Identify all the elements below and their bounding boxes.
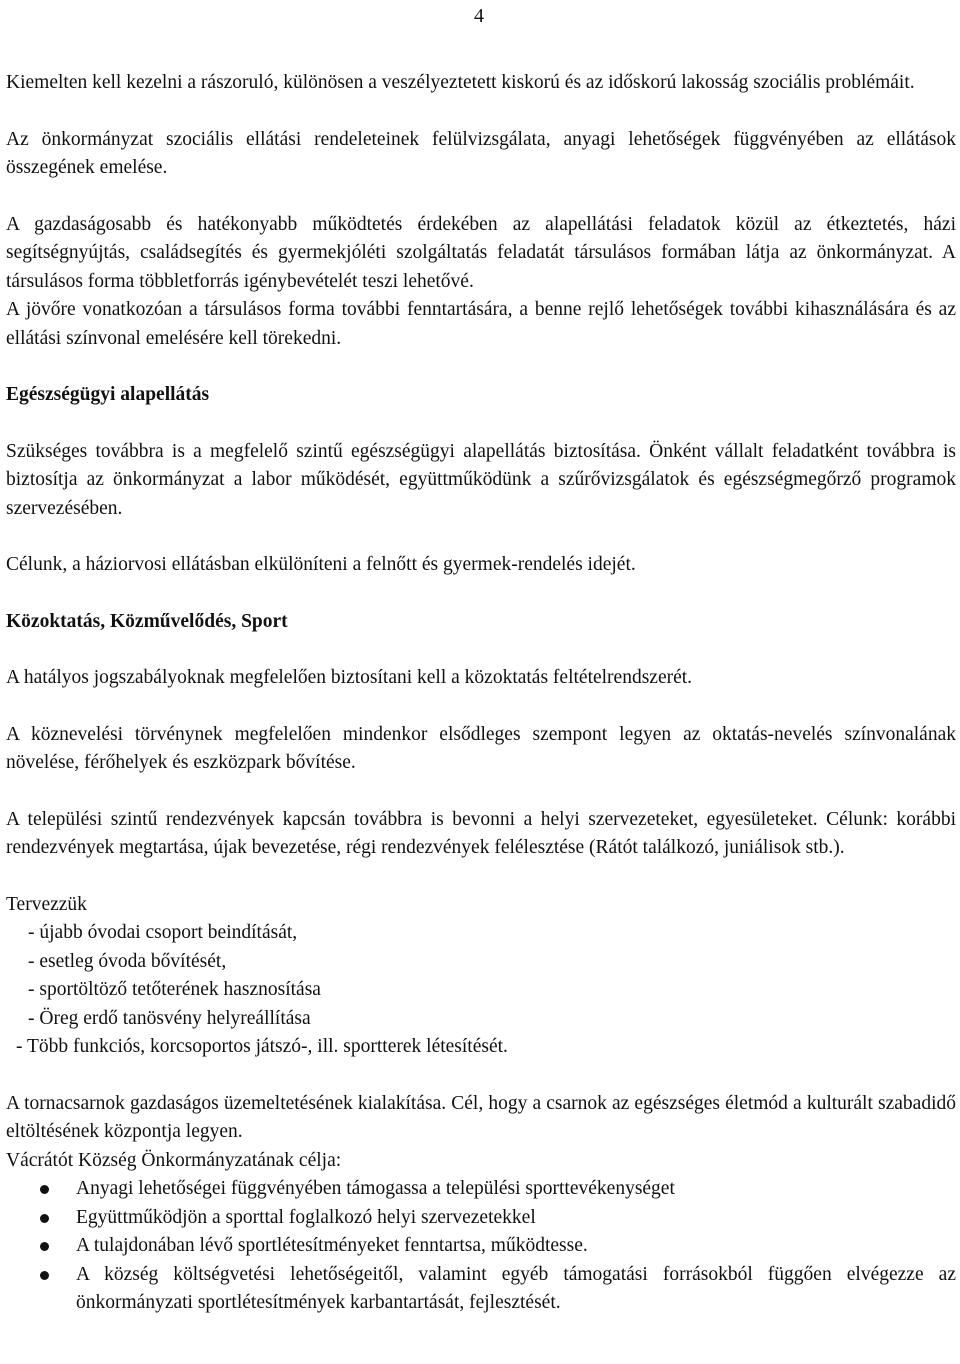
document-body — [6, 69, 956, 1318]
bullet-item: A tulajdonában lévő sportlétesítményeket fenntartsa, működtesse. — [6, 1232, 956, 1261]
bullet-item: A község költségvetési lehetőségeitől, valamint egyéb támogatási forrásokból függően elvégezze az önkormányzati sportlétesítmények karbantartását, fejlesztését. — [6, 1261, 956, 1318]
paragraph-sports-hall: A tornacsarnok gazdaságos üzemeltetésének kialakítása. Cél, hogy a csarnok az egészséges életmód a kulturált szabadidő eltöltésének központja legyen. — [6, 1092, 956, 1142]
paragraph-education-legal: A hatályos jogszabályoknak megfelelően biztosítani kell a közoktatás feltételrendszerét. — [6, 667, 693, 688]
paragraph-future-association: A jövőre vonatkozóan a társulásos forma további fenntartására, a benne rejlő lehetőségek további kihasználására és az ellátási színvonal emelésére kell törekedni. — [6, 299, 956, 349]
goals-bullet-list — [6, 1175, 956, 1318]
heading-health-care: Egészségügyi alapellátás — [6, 384, 210, 405]
paragraph-social-regulations: Az önkormányzat szociális ellátási rendeleteinek felülvizsgálata, anyagi lehetőségek függvényében az ellátások összegének emelése. — [6, 128, 956, 178]
paragraph-association-operation: A gazdaságosabb és hatékonyabb működtetés érdekében az alapellátási feladatok közül az étkeztetés, házi segítségnyújtás, családsegítés és gyermekjóléti szolgáltatás feladatát társulásos formában látja az önkormányzat. A társulásos forma többletforrás igénybevételét teszi lehetővé. — [6, 213, 956, 292]
list-item: - esetleg óvoda bővítését, — [28, 950, 227, 972]
list-item: - Több funkciós, korcsoportos játszó-, ill. sportterek létesítését. — [16, 1036, 508, 1057]
bullet-item: Anyagi lehetőségei függvényében támogassa a települési sporttevékenységet — [6, 1175, 956, 1204]
plans-list — [6, 919, 956, 1062]
list-item: - sportöltöző tetőterének hasznosítása — [28, 979, 321, 1000]
list-item: - újabb óvodai csoport beindítását, — [28, 922, 298, 943]
paragraph-plans-intro: Tervezzük — [6, 893, 87, 915]
paragraph-local-events: A települési szintű rendezvények kapcsán továbbra is bevonni a helyi szervezeteket, egyesületeket. Célunk: korábbi rendezvények megtartása, újak bevezetése, régi rendezvények felélesztése (Rátót találkozó, juniálisok stb.). — [6, 808, 956, 858]
heading-education-culture-sport: Közoktatás, Közművelődés, Sport — [6, 610, 288, 632]
list-item: - Öreg erdő tanösvény helyreállítása — [28, 1007, 311, 1029]
paragraph-gp-hours: Célunk, a háziorvosi ellátásban elkülöníteni a felnőtt és gyermek-rendelés idejét. — [6, 554, 636, 575]
paragraph-education-quality: A köznevelési törvénynek megfelelően mindenkor elsődleges szempont legyen az oktatás-nevelés színvonalának növelése, férőhelyek és eszközpark bővítése. — [6, 723, 956, 773]
paragraph-health-services: Szükséges továbbra is a megfelelő szintű egészségügyi alapellátás biztosítása. Önként vállalt feladatként továbbra is biztosítja az önkormányzat a labor működését, együttműködünk a szűrővizsgálatok és egészségmegőrző programok szervezésében. — [6, 440, 956, 519]
paragraph-social-problems: Kiemelten kell kezelni a rászoruló, különösen a veszélyeztetett kiskorú és az időskorú lakosság szociális problémáit. — [6, 72, 915, 93]
page-number: 4 — [474, 5, 484, 27]
bullet-item: Együttműködjön a sporttal foglalkozó helyi szervezetekkel — [6, 1204, 956, 1233]
paragraph-municipality-goal: Vácrátót Község Önkormányzatának célja: — [6, 1149, 342, 1171]
